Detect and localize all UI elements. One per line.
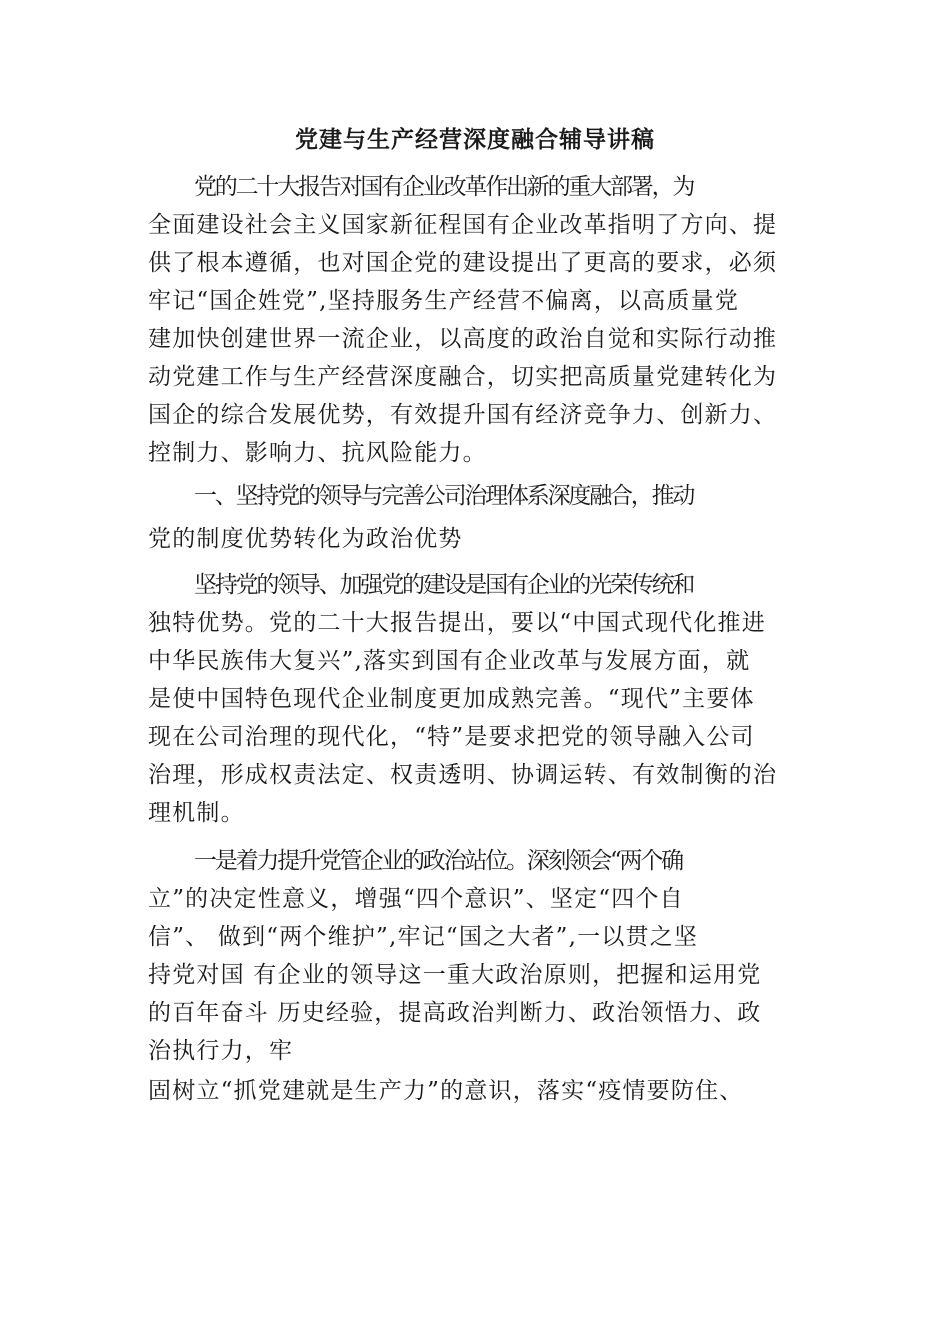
text-line: 治执行力，牢 [148,1038,294,1064]
text-line: 全面建设社会主义国家新征程国有企业改革指明了方向、提 [148,212,778,238]
text-line: 独特优势。党的二十大报告提出，要以“中国式现代化推进 [148,610,766,636]
text-line: 的百年奋斗 历史经验，提高政治判断力、政治领悟力、政 [148,1000,762,1026]
section-heading-line: 一、坚持党的领导与完善公司治理体系深度融合，推动 [194,483,694,509]
text-line: 是使中国特色现代企业制度更加成熟完善。“现代”主要体 [148,686,755,712]
text-line: 治理，形成权责法定、权责透明、协调运转、有效制衡的治 [148,762,778,788]
text-line: 立”的决定性意义，增强“四个意识”、坚定“四个自 [148,886,684,912]
text-line: 供了根本遵循，也对国企党的建设提出了更高的要求，必须 [148,250,778,276]
text-line: 一是着力提升党管企业的政治站位。深刻领会“两个确 [194,848,682,874]
text-line: 固树立“抓党建就是生产力”的意识，落实“疫情要防住、 [148,1078,744,1104]
text-line: 党的二十大报告对国有企业改革作出新的重大部署，为 [194,174,694,200]
text-line: 理机制。 [148,800,245,826]
text-line: 国企的综合发展优势，有效提升国有经济竞争力、创新力、 [148,402,778,428]
text-line: 控制力、影响力、抗风险能力。 [148,440,487,466]
section-heading-line: 党的制度优势转化为政治优势 [148,526,463,552]
text-line: 信”、 做到“两个维护”,牢记“国之大者”,一以贯之坚 [148,924,699,950]
text-line: 坚持党的领导、加强党的建设是国有企业的光荣传统和 [194,572,694,598]
text-line: 动党建工作与生产经营深度融合，切实把高质量党建转化为 [148,364,778,390]
text-line: 持党对国 有企业的领导这一重大政治原则，把握和运用党 [148,962,762,988]
document-title: 党建与生产经营深度融合辅导讲稿 [295,126,655,153]
text-line: 现在公司治理的现代化，“特”是要求把党的领导融入公司 [148,724,755,750]
text-line: 建加快创建世界一流企业，以高度的政治自觉和实际行动推 [148,326,778,352]
text-line: 中华民族伟大复兴”,落实到国有企业改革与发展方面，就 [148,648,751,674]
text-line: 牢记“国企姓党”,坚持服务生产经营不偏离，以高质量党 [148,288,740,314]
